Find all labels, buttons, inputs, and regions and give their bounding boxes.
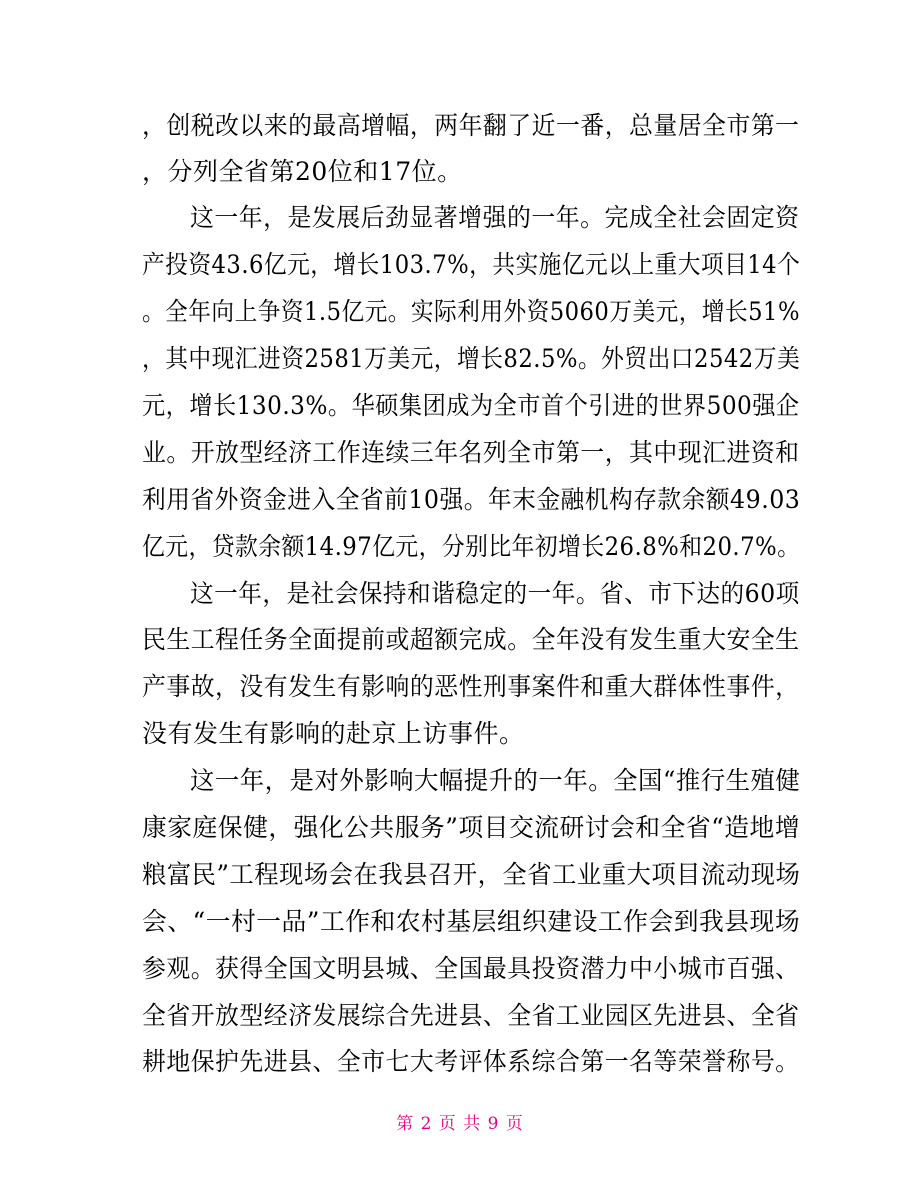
- text-line: ，创税改以来的最高增幅，两年翻了近一番，总量居全市第一: [142, 111, 800, 140]
- page-number-footer: 第 2 页 共 9 页: [396, 1114, 524, 1134]
- text-line: 全省开放型经济发展综合先进县、全省工业园区先进县、全省: [142, 1001, 800, 1030]
- text-line: ，分列全省第20位和17位。: [142, 157, 463, 186]
- text-line: 康家庭保健，强化公共服务”项目交流研讨会和全省“造地增: [142, 813, 801, 842]
- text-line: 亿元，贷款余额14.97亿元，分别比年初增长26.8%和20.7%。: [142, 532, 801, 561]
- paragraph-start-line: 这一年，是社会保持和谐稳定的一年。省、市下达的60项: [190, 579, 800, 608]
- paragraph-start-line: 这一年，是发展后劲显著增强的一年。完成全社会固定资: [190, 203, 800, 232]
- text-line: 耕地保护先进县、全市七大考评体系综合第一名等荣誉称号。: [142, 1047, 800, 1076]
- text-line: 会、“一村一品”工作和农村基层组织建设工作会到我县现场: [142, 907, 801, 936]
- text-line: 民生工程任务全面提前或超额完成。全年没有发生重大安全生: [142, 625, 800, 654]
- text-line: 粮富民”工程现场会在我县召开，全省工业重大项目流动现场: [142, 860, 801, 889]
- text-line: 参观。获得全国文明县城、全国最具投资潜力中小城市百强、: [142, 954, 800, 983]
- paragraph-start-line: 这一年，是对外影响大幅提升的一年。全国“推行生殖健: [190, 766, 801, 795]
- text-line: 没有发生有影响的赴京上访事件。: [142, 719, 525, 748]
- text-line: 业。开放型经济工作连续三年名列全市第一，其中现汇进资和: [142, 438, 800, 467]
- text-line: 产事故，没有发生有影响的恶性刑事案件和重大群体性事件，: [142, 672, 800, 701]
- text-line: 。全年向上争资1.5亿元。实际利用外资5060万美元，增长51%: [142, 297, 800, 326]
- text-line: 产投资43.6亿元，增长103.7%，共实施亿元以上重大项目14个: [142, 250, 801, 279]
- text-line: 元，增长130.3%。华硕集团成为全市首个引进的世界500强企: [142, 391, 800, 420]
- text-line: ，其中现汇进资2581万美元，增长82.5%。外贸出口2542万美: [142, 344, 801, 373]
- text-line: 利用省外资金进入全省前10强。年末金融机构存款余额49.03: [142, 485, 801, 514]
